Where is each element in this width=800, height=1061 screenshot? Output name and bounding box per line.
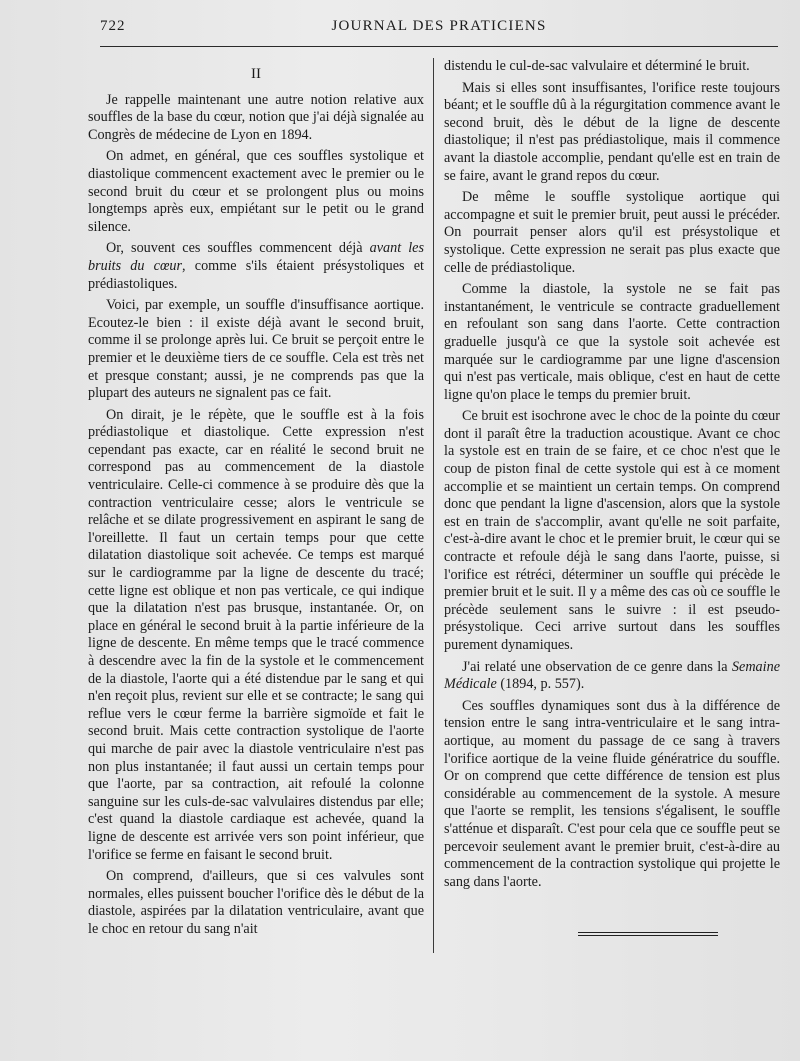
header-rule [100, 46, 778, 47]
paragraph-text: J'ai relaté une observation de ce genre dans la [462, 658, 732, 675]
paragraph-text: (1894, p. 557). [496, 676, 585, 693]
italic-phrase: avant les bruits du cœur [88, 240, 424, 274]
paragraph: On admet, en général, que ces souffles systolique et diastolique commencent exactement avec le premier ou le second bruit du cœur et se prolongent plus ou moins longtemps après eux, empiétant sur le petit ou le grand silence. [88, 148, 424, 235]
paragraph: Comme la diastole, la systole ne se fait pas instantanément, le ventricule se contracte graduellement en refoulant son sang dans l'aorte. Cette contraction graduelle jusqu'à ce que la systole soit achevée est marquée sur le cardiogramme par une ligne d'ascension qui n'est pas verticale, mais oblique, c'est en haut de cette ligne qu'on place le temps du premier bruit. [444, 281, 780, 403]
paragraph-continuation: distendu le cul-de-sac valvulaire et déterminé le bruit. [444, 58, 750, 74]
page-number: 722 [100, 18, 126, 34]
paragraph: On comprend, d'ailleurs, que si ces valvules sont normales, elles puissent boucher l'orifice dès le début de la diastole, aspirées par la dilatation ventriculaire, avant que le choc en retour du sang n'ait [88, 868, 424, 937]
paragraph [88, 240, 424, 293]
paragraph: De même le souffle systolique aortique qui accompagne et suit le premier bruit, peut aussi le précéder. On pourrait penser alors qu'il est présystolique et systolique. Cette expression ne serait pas plus exacte que celle de prédiastolique. [444, 189, 780, 276]
paragraph-text: Or, souvent ces souffles commencent déjà [106, 240, 370, 257]
paragraph: On dirait, je le répète, que le souffle est à la fois prédiastolique et diastolique. Cette expression n'est cependant pas exacte, car en réalité le second bruit ne correspond pas au commencement de la diastole ventriculaire. Celle-ci commence à se produire dès que la contraction ventriculaire cesse; alors le ventricule se relâche et se dilate progressivement en aspirant le sang de l'oreillette. Il faut un certain temps pour que cette dilatation diastolique soit achevée. Ce temps est marqué sur le cardiogramme par la ligne de descente du tracé; cette ligne est oblique et non pas verticale, ce qui indique que la dilatation n'est pas brusque, instantanée. Or, on place en général le second bruit à la partie inférieure de la ligne de descente. En même temps que le tracé commence à descendre avec la fin de la systole et le commencement de la diastole, l'aorte qui a été distendue par le sang et qui n'en reçoit plus, revient sur elle et se contracte; le sang qui reflue vers le cœur ferme la barrière sigmoïde et fait le second bruit. Mais cette contraction systolique de l'aorte qui marche de pair avec la diastole ventriculaire n'est pas non plus instantanée; il faut aussi un certain temps pour que l'aorte, par sa contraction, ait refoulé la colonne sanguine sur les culs-de-sac valvulaires distendus par elle; c'est quand la diastole cardiaque est achevée, quand la ligne de descente est arrivée vers son point inférieur, que l'orifice se ferme en faisant le second bruit. [88, 406, 424, 863]
left-column [88, 58, 424, 943]
paragraph-text: , comme s'ils étaient présystoliques et prédiastoliques. [88, 257, 424, 292]
end-of-article-rule [578, 932, 718, 938]
page-header [100, 18, 778, 42]
paragraph [444, 659, 780, 694]
column-divider [433, 58, 434, 953]
journal-title: JOURNAL DES PRATICIENS [331, 18, 547, 34]
paragraph: Voici, par exemple, un souffle d'insuffisance aortique. Ecoutez-le bien : il existe déjà avant le second bruit, comme il se prolonge après lui. Ce bruit se perçoit entre le premier et le deuxième tiers de ce souffle. Cela est très net et presque constant; aussi, je ne comprends pas que la plupart des auteurs ne signalent pas ce fait. [88, 297, 424, 402]
section-number: II [251, 66, 261, 82]
paragraph: Mais si elles sont insuffisantes, l'orifice reste toujours béant; et le souffle dû à la régurgitation commence avant le second bruit, dès le début de la ligne de descente diastolique; il n'est pas prédiastolique, mais il commence avant la diastole accomplie, pendant qu'elle est en train de se faire, avant le grand repos du cœur. [444, 79, 780, 184]
right-column [444, 58, 780, 895]
paragraph: Je rappelle maintenant une autre notion relative aux souffles de la base du cœur, notion que j'ai déjà signalée au Congrès de médecine de Lyon en 1894. [88, 91, 424, 143]
paragraph: Ces souffles dynamiques sont dus à la différence de tension entre le sang intra-ventriculaire et le sang intra-aortique, au moment du passage de ce sang à travers l'orifice aortique de la veine fluide génératrice du souffle. Or on comprend que cette différence de tension est plus considérable au commencement de la systole. A mesure que l'aorte se remplit, les tensions s'égalisent, le souffle s'atténue et disparaît. C'est pour cela que ce souffle peut se percevoir seulement avant le premier bruit, c'est-à-dire au commencement de la contraction systolique qui projette le sang dans l'aorte. [444, 697, 780, 890]
italic-journal-name: Semaine Médicale [444, 658, 780, 693]
paragraph: Ce bruit est isochrone avec le choc de la pointe du cœur dont il paraît être la traduction acoustique. Avant ce choc la systole est en train de se faire, et ce choc n'est que le coup de piston final de cette systole qui est à ce moment accomplie et se maintient un certain temps. On comprend donc que pendant la ligne d'ascension, alors que la systole est en train de s'accomplir, avant qu'elle ne soit parfaite, c'est-à-dire avant le choc et le premier bruit, le cœur qui se contracte et refoule déjà le sang dans l'aorte, puisse, si l'orifice est rétréci, déterminer un souffle qui précède le premier bruit et le suit. Il y a même des cas où ce souffle le précède seulement sans le suivre : il est pseudo-présystolique. Ceci arrive surtout dans les souffles purement dynamiques. [444, 408, 780, 653]
